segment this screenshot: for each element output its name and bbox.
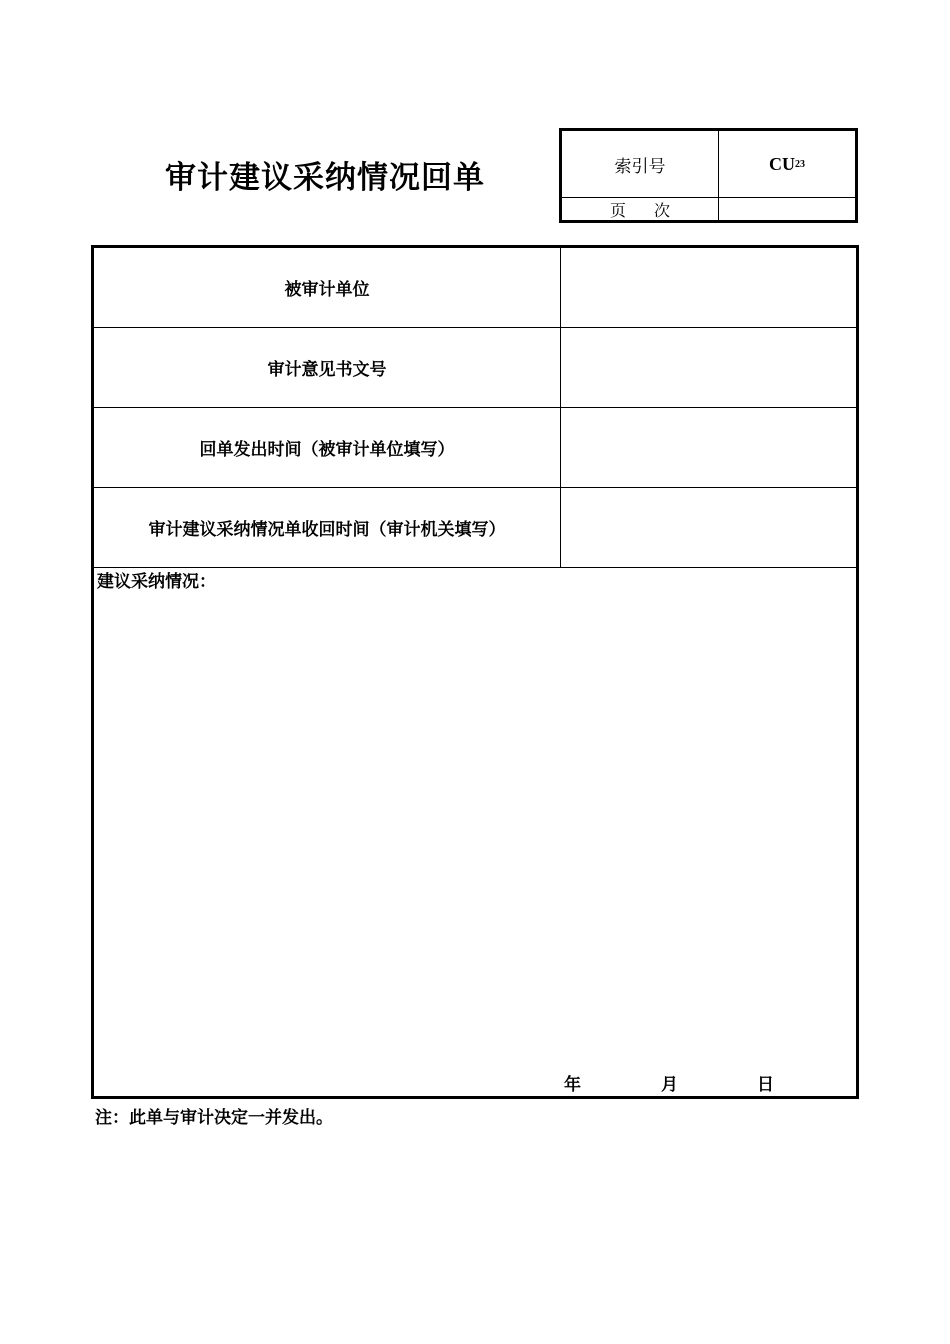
form-title: 审计建议采纳情况回单 [165,160,485,196]
receipt-returned-time-label: 审计建议采纳情况单收回时间（审计机关填写） [94,488,561,567]
date-month-label: 月 [661,1075,678,1095]
receipt-returned-time-field[interactable] [561,488,856,567]
audited-unit-label: 被审计单位 [94,248,561,327]
opinion-doc-number-field[interactable] [561,328,856,407]
date-day-label: 日 [757,1075,774,1095]
audited-unit-field[interactable] [561,248,856,327]
index-code: CU [769,153,795,174]
form-table [91,245,859,1099]
date-year-label: 年 [564,1075,581,1095]
page-number-field[interactable] [719,198,855,220]
receipt-sent-time-field[interactable] [561,408,856,487]
index-number-label: 索引号 [562,131,719,198]
index-code-subscript: 23 [795,158,805,170]
index-box [559,128,858,223]
receipt-sent-time-label: 回单发出时间（被审计单位填写） [94,408,561,487]
row-receipt-returned-time [94,488,856,568]
row-audited-unit [94,248,856,328]
adoption-status-field[interactable] [97,596,853,1066]
adoption-status-label: 建议采纳情况： [97,572,216,592]
page-number-label: 页次 [562,198,719,220]
row-opinion-doc-number [94,328,856,408]
index-number-value [719,131,855,198]
row-receipt-sent-time [94,408,856,488]
opinion-doc-number-label: 审计意见书文号 [94,328,561,407]
footnote: 注：此单与审计决定一并发出。 [95,1108,333,1128]
